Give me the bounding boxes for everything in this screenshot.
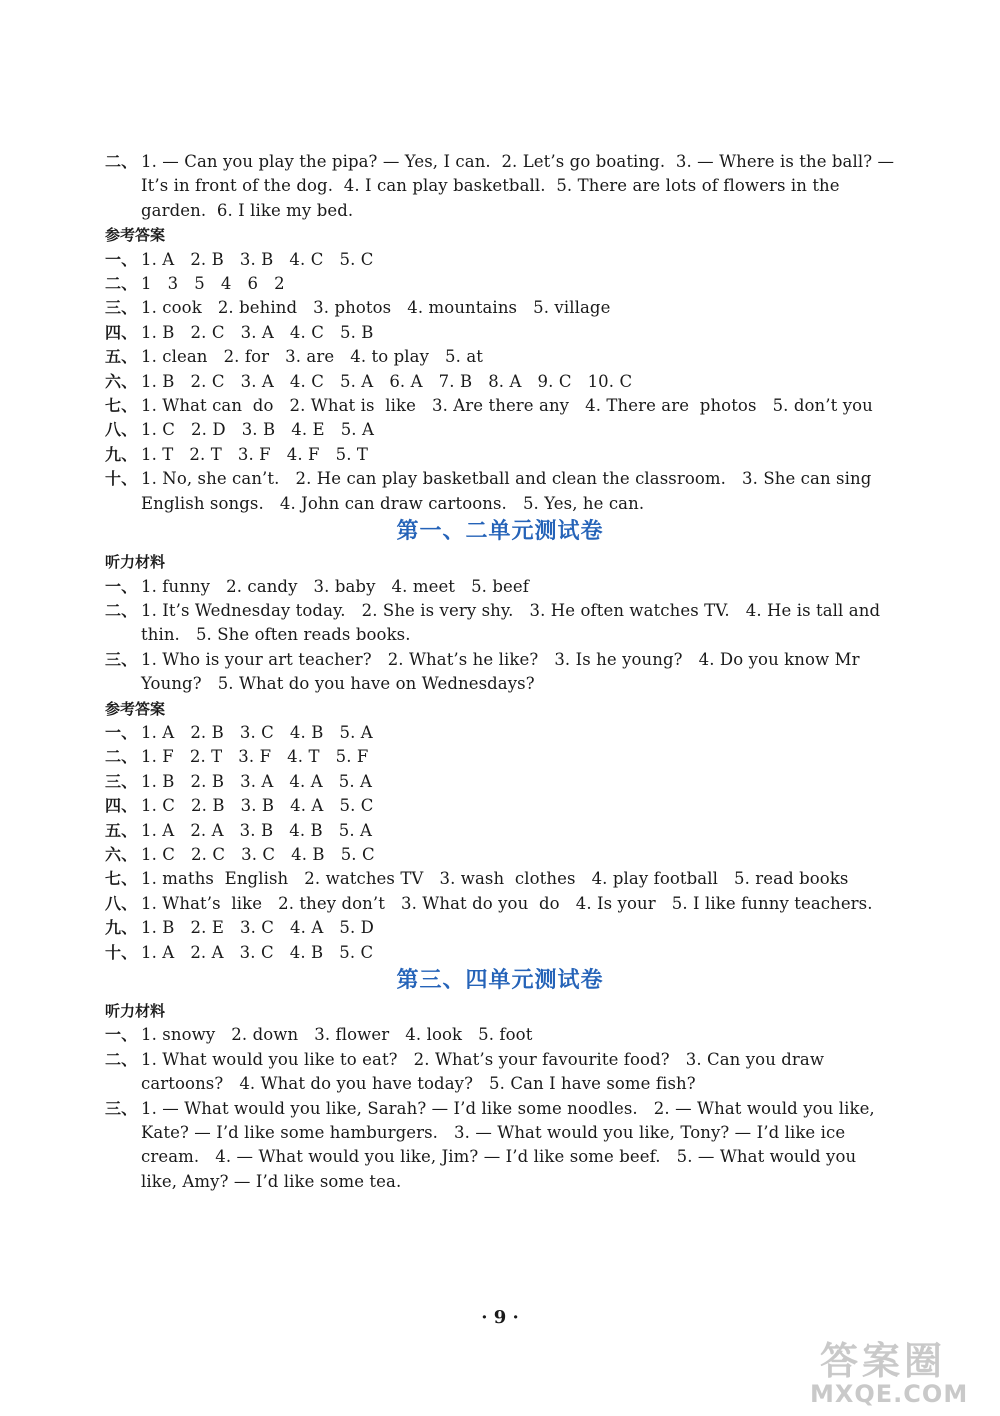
- answer-line: [105, 941, 895, 965]
- question-number: 二、: [105, 747, 138, 767]
- test-section-title: 第三、四单元测试卷: [396, 968, 604, 993]
- answer-line: [105, 794, 895, 818]
- section-label: 参考答案: [105, 699, 166, 718]
- answer-text: 1. B 2. C 3. A 4. C 5. A 6. A 7. B 8. A 9. C 10. C: [141, 371, 633, 391]
- question-number: 五、: [105, 820, 138, 840]
- question-number: 一、: [105, 576, 138, 596]
- answer-line: [105, 1097, 895, 1195]
- answer-line: [105, 1023, 895, 1047]
- answer-line: [105, 345, 895, 369]
- answer-line: [105, 248, 895, 272]
- answer-line: [105, 150, 900, 223]
- question-number: 一、: [105, 1025, 138, 1045]
- question-number: 六、: [105, 844, 138, 864]
- question-number: 二、: [105, 152, 138, 171]
- answer-line: [105, 575, 895, 599]
- answer-line: [105, 819, 895, 843]
- section-label: 听力材料: [105, 553, 166, 572]
- question-number: 七、: [105, 869, 138, 889]
- question-number: 九、: [105, 918, 138, 938]
- answer-text: 1. A 2. B 3. C 4. B 5. A: [141, 722, 373, 742]
- answer-line: [105, 916, 895, 940]
- answer-line: [105, 321, 895, 345]
- question-number: 四、: [105, 796, 138, 816]
- question-number: 三、: [105, 1098, 138, 1118]
- answer-text: 1. F 2. T 3. F 4. T 5. F: [141, 747, 369, 767]
- question-number: 二、: [105, 600, 138, 620]
- answer-text: 1. What’s like 2. they don’t 3. What do you do 4. Is your 5. I like funny teachers.: [141, 893, 873, 913]
- answer-line: [105, 467, 895, 516]
- answer-line: [105, 272, 895, 296]
- question-number: 七、: [105, 396, 138, 416]
- question-number: 一、: [105, 249, 138, 269]
- question-number: 九、: [105, 444, 138, 464]
- question-number: 十、: [105, 469, 138, 489]
- question-number: 八、: [105, 893, 138, 913]
- answer-text: 1. Who is your art teacher? 2. What’s he like? 3. Is he young? 4. Do you know Mr Young? 5. What do you have on Wednesdays?: [141, 649, 865, 694]
- test-section-title: 第一、二单元测试卷: [396, 519, 604, 545]
- answer-line: [105, 418, 895, 442]
- question-number: 三、: [105, 771, 138, 791]
- watermark-url: MXQE.COM: [810, 1380, 969, 1408]
- answer-line: [105, 1048, 895, 1097]
- answer-text: 1. funny 2. candy 3. baby 4. meet 5. beef: [141, 576, 529, 596]
- answer-text: 1. C 2. B 3. B 4. A 5. C: [141, 796, 374, 816]
- question-number: 八、: [105, 420, 138, 440]
- answer-line: [105, 394, 895, 418]
- question-number: 二、: [105, 1049, 138, 1069]
- answer-text: 1. clean 2. for 3. are 4. to play 5. at: [141, 347, 484, 367]
- answer-text: 1. B 2. B 3. A 4. A 5. A: [141, 771, 373, 791]
- question-number: 五、: [105, 347, 138, 367]
- answer-line: [105, 648, 895, 697]
- answer-text: 1. T 2. T 3. F 4. F 5. T: [141, 444, 368, 464]
- answer-line: [105, 770, 895, 794]
- question-number: 三、: [105, 298, 138, 318]
- answer-text: 1. maths English 2. watches TV 3. wash clothes 4. play football 5. read books: [141, 869, 849, 889]
- page-number: · 9 ·: [481, 1307, 519, 1328]
- answer-text: 1. B 2. C 3. A 4. C 5. B: [141, 322, 374, 342]
- answer-text: 1 3 5 4 6 2: [141, 274, 285, 294]
- answer-text: 1. — Can you play the pipa? — Yes, I can. 2. Let’s go boating. 3. — Where is the ball? — It’s in front of the dog. 4. I can play basketball. 5. There are lots of flowers in the garden. 6. I like my bed.: [141, 152, 900, 220]
- answer-text: 1. C 2. C 3. C 4. B 5. C: [141, 844, 375, 864]
- answer-line: [105, 599, 895, 648]
- answer-text: 1. B 2. E 3. C 4. A 5. D: [141, 918, 375, 938]
- section-label: 听力材料: [105, 1002, 166, 1020]
- answer-line: [105, 892, 895, 916]
- answer-line: [105, 370, 895, 394]
- answer-text: 1. A 2. A 3. C 4. B 5. C: [141, 942, 374, 962]
- answer-line: [105, 443, 895, 467]
- question-number: 六、: [105, 371, 138, 391]
- answer-text: 1. No, she can’t. 2. He can play basketball and clean the classroom. 3. She can sing English songs. 4. John can draw cartoons. 5. Yes, he can.: [141, 469, 877, 513]
- answer-line: [105, 745, 895, 769]
- question-number: 一、: [105, 722, 138, 742]
- answer-content: [105, 150, 900, 1194]
- question-number: 四、: [105, 322, 138, 342]
- answer-text: 1. It’s Wednesday today. 2. She is very shy. 3. He often watches TV. 4. He is tall and thin. 5. She often reads books.: [141, 600, 886, 645]
- answer-text: 1. cook 2. behind 3. photos 4. mountains 5. village: [141, 298, 611, 318]
- answer-text: 1. What would you like to eat? 2. What’s your favourite food? 3. Can you draw cartoons? 4. What do you have today? 5. Can I have some fish?: [141, 1049, 830, 1094]
- answer-text: 1. A 2. B 3. B 4. C 5. C: [141, 249, 374, 269]
- answer-text: 1. A 2. A 3. B 4. B 5. A: [141, 820, 373, 840]
- question-number: 二、: [105, 274, 138, 294]
- question-number: 十、: [105, 942, 138, 962]
- answer-line: [105, 721, 895, 745]
- answer-line: [105, 867, 895, 891]
- answer-text: 1. What can do 2. What is like 3. Are there any 4. There are photos 5. don’t you: [141, 396, 873, 416]
- answer-text: 1. C 2. D 3. B 4. E 5. A: [141, 420, 375, 440]
- section-label: 参考答案: [105, 226, 166, 245]
- watermark-logo: [800, 1330, 990, 1410]
- answer-text: 1. — What would you like, Sarah? — I’d like some noodles. 2. — What would you like, Kate? — I’d like some hamburgers. 3. — What would you like, Tony? — I’d like ice cream. 4. — What would you like, Jim? — I’d like some beef. 5. — What would you like, Amy? — I’d like some tea.: [141, 1098, 881, 1191]
- answer-line: [105, 843, 895, 867]
- answer-line: [105, 296, 895, 320]
- answer-text: 1. snowy 2. down 3. flower 4. look 5. foot: [141, 1025, 533, 1045]
- question-number: 三、: [105, 649, 138, 669]
- watermark-text: 答案圈: [820, 1339, 947, 1383]
